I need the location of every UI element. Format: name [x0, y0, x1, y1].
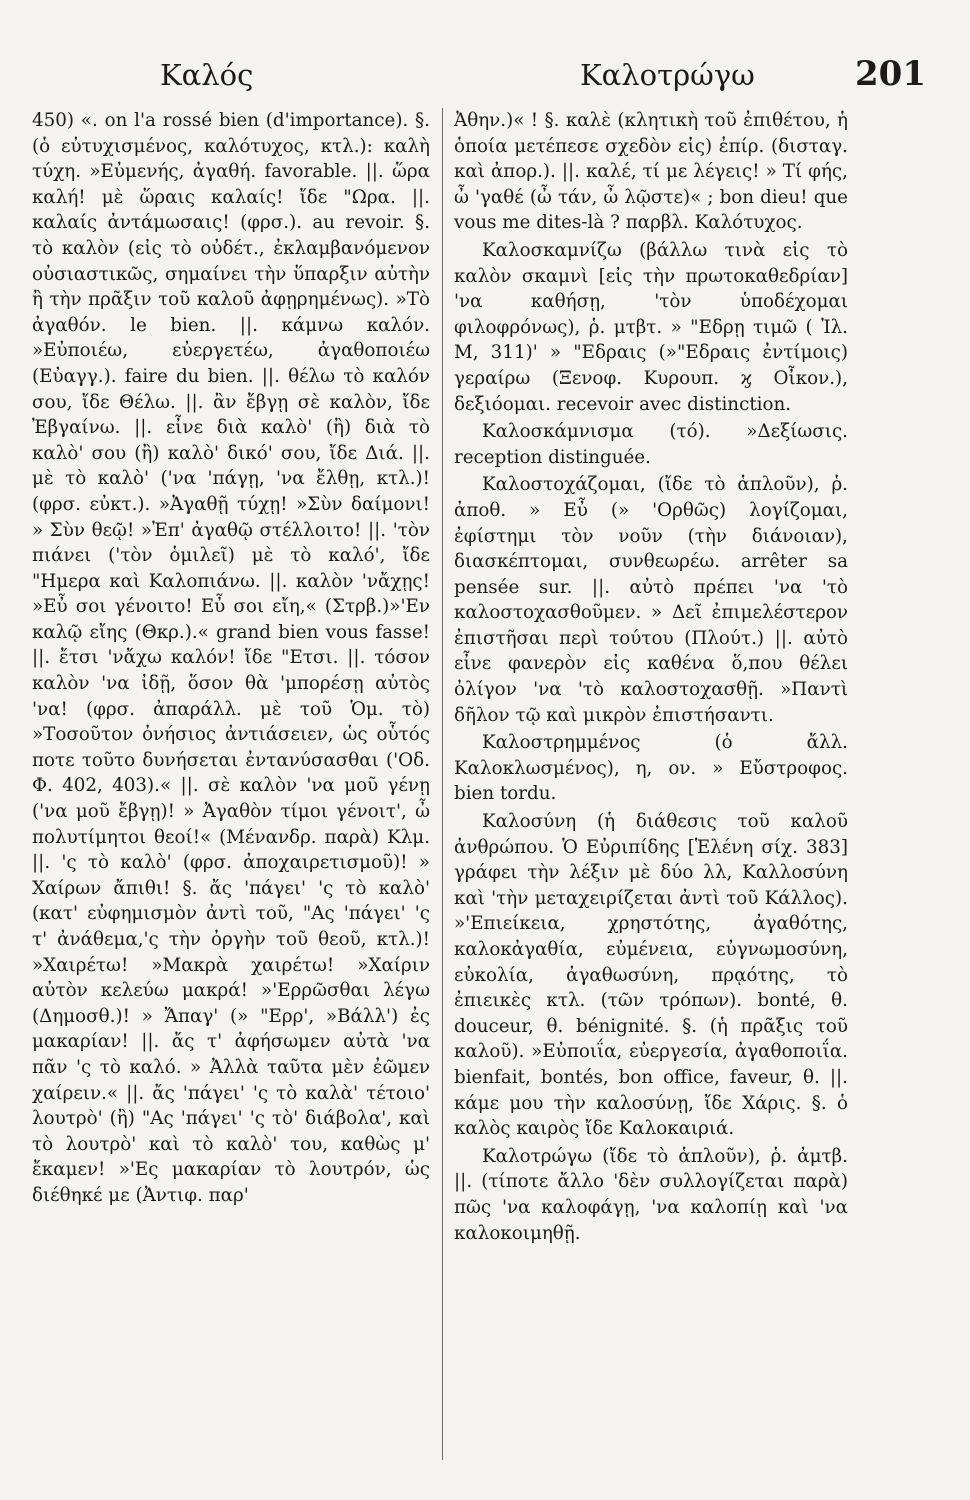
entry-kalotrogo: Καλοτρώγω (ἴδε τὸ ἁπλοῦν), ῥ. ἀμτβ. ||. (τίποτε ἄλλο 'δὲν συλλογίζεται παρὰ) πῶς 'να καλοφάγῃ, 'να καλοπίῃ καὶ 'να καλοκοιμηθῇ.	[454, 1145, 848, 1244]
entry-kalosyni: Καλοσύνη (ἡ διάθεσις τοῦ καλοῦ ἀνθρώπου. Ὁ Εὐριπίδης [Ἑλένη σίχ. 383] γράφει τὴν λέξιν μὲ δύο λλ, Καλλοσύνη καὶ 'τὴν μεταχειρίζεται ἀντὶ τοῦ Κάλλος). »'Επιείκεια, χρηστότης, ἀγαθότης, καλοκἀγαθία, εὐμένεια, εὐγνωμοσύνη, εὐκολία, ἀγαθωσύνη, πρᾳότης, τὸ ἐπιεικὲς κτλ. (τῶν τρόπων). bonté, θ. douceur, θ. bénignité. §. (ἡ πρᾶξις τοῦ καλοῦ). »Εὐποιΐα, εὐεργεσία, ἀγαθοποιΐα. bienfait, bontés, bon office, faveur, θ. ||. κάμε μου τὴν καλοσύνῃ, ἴδε Χάρις. §. ὁ καλὸς καιρὸς ἴδε Καλοκαιριά.	[454, 811, 848, 1140]
two-column-body	[32, 108, 926, 1468]
entry-kaloskamnisma: Καλοσκάμνισμα (τό). »Δεξίωσις. reception distinguée.	[454, 421, 848, 468]
page-number: 201	[855, 54, 926, 94]
running-header	[32, 54, 926, 102]
entry-continuation: Ἀθην.)« ! §. καλὲ (κλητικὴ τοῦ ἐπιθέτου, ἡ ὁποία μετέπεσε σχεδὸν εἰς) ἐπίρ. (δισταγ. καὶ ἀπορ.). ||. καλέ, τί με λέγεις! » Τί φής, ὦ 'γαθέ (ὦ τάν, ὦ λῷστε)« ; bon dieu! que vous me dites-là ? παρβλ. Καλότυχος.	[454, 110, 848, 234]
right-column	[454, 108, 848, 1248]
entry-kalostochazomai: Καλοστοχάζομαι, (ἴδε τὸ ἁπλοῦν), ῥ. ἀποθ. » Εὖ (» 'Ορθῶς) λογίζομαι, ἐφίστημι τὸν νοῦν (τὴν διάνοιαν), διασκέπτομαι, συνθεωρέω. arrêter sa pensée sur. ||. αὐτὸ πρέπει 'να 'τὸ καλοστοχασθοῦμεν. » Δεῖ ἐπιμελέστερον ἐπιστῆσαι περὶ τούτου (Πλούτ.) ||. αὐτὸ εἶνε φανερὸν εἰς καθένα ὅ,που θέλει ὀλίγον 'να 'τὸ καλοστοχασθῇ. »Παντὶ δῆλον τῷ καὶ μικρὸν ἐπιστήσαντι.	[454, 474, 848, 726]
header-left-guideword: Καλός	[160, 58, 254, 92]
left-paragraph: 450) «. on l'a rossé bien (d'importance). §. (ὁ εὐτυχισμένος, καλότυχος, κτλ.): καλὴ τύχη. »Εὐμενής, ἀγαθή. favorable. ||. ὥρα καλή! μὲ ὥραις καλαίς! ἴδε "Ωρα. ||. καλαίς ἀντάμωσαις! (φρσ.). au revoir. §. τὸ καλὸν (εἰς τὸ οὐδέτ., ἐκλαμβανόμενον οὐσιαστικῶς, σημαίνει τὴν ὕπαρξιν αὐτὴν ἢ τὴν πρᾶξιν τοῦ καλοῦ ἀφῃρημένως). »Τὸ ἀγαθόν. le bien. ||. κάμνω καλόν. »Εὐποιέω, εὐεργετέω, ἀγαθοποιέω (Εὐαγγ.). faire du bien. ||. θέλω τὸ καλόν σου, ἴδε Θέλω. ||. ἂν ἔβγῃ σὲ καλὸν, ἴδε Ἐβγαίνω. ||. εἶνε διὰ καλὸ' (ἢ) διὰ τὸ καλὸ' σου (ἢ) καλὸ' δικό' σου, ἴδε Διά. ||. μὲ τὸ καλὸ' ('να 'πάγῃ, 'να ἔλθῃ, κτλ.)! (φρσ. εὐκτ.). »Ἀγαθῇ τύχῃ! »Σὺν δαίμονι! » Σὺν θεῷ! »Ἐπ' ἀγαθῷ στέλλοιτο! ||. 'τὸν πιάνει ('τὸν ὁμιλεῖ) μὲ τὸ καλό', ἴδε "Ημερα καὶ Καλοπιάνω. ||. καλὸν 'νἄχῃς! »Εὖ σοι γένοιτο! Εὖ σοι εἴη,« (Στρβ.)»'Εν καλῷ εἴης (Θκρ.).« grand bien vous fasse! ||. ἔτσι 'νἄχω καλόν! ἴδε "Ετσι. ||. τόσον καλὸν 'να ἰδῇ, ὅσον θὰ 'μπορέσῃ αὐτὸς 'να! (φρσ. ἀπαράλλ. μὲ τοῦ Ὁμ. τὸ) »Τοσοῦτον ὀνήσιος ἀντιάσειεν, ὡς οὗτός ποτε τοῦτο δυνήσεται ἐντανύσασθαι ('Οδ. Φ. 402, 403).« ||. σὲ καλὸν 'να μοῦ γένῃ ('να μοῦ ἔβγῃ)! » Ἀγαθὸν τίμοι γένοιτ', ὦ πολυτίμητοι θεοί!« (Μένανδρ. παρὰ) Κλμ. ||. 'ς τὸ καλὸ' (φρσ. ἀποχαιρετισμοῦ)! » Χαίρων ἄπιθι! §. ἄς 'πάγει' 'ς τὸ καλὸ' (κατ' εὐφημισμὸν ἀντὶ τοῦ, "Ας 'πάγει' 'ς τ' ἀνάθεμα,'ς τὴν ὀργὴν τοῦ θεοῦ, κτλ.)! »Χαιρέτω! »Μακρὰ χαιρέτω! »Χαίριν αὐτὸν κελεύω μακρά! »'Ερρῶσθαι λέγω (Δημοσθ.)! » Ἄπαγ' (» "Ερρ', »Βάλλ') ἐς μακαρίαν! ||. ἄς τ' ἀφήσωμεν αὐτὰ 'να πᾶν 'ς τὸ καλό. » Ἀλλὰ ταῦτα μὲν ἐῶμεν χαίρειν.« ||. ἄς 'πάγει' 'ς τὸ καλὰ' τέτοιο' λουτρὸ' (ἢ) "Ας 'πάγει' 'ς τὸ' διάβολα', καὶ τὸ λουτρὸ' καὶ τὸ καλὸ' του, καθὼς μ' ἔκαμεν! »'Ες μακαρίαν τὸ λουτρόν, ὡς διέθηκέ με (Ἀντιφ. παρ'	[32, 110, 430, 1206]
entry-kalostrimmenos: Καλοστρημμένος (ὁ ἄλλ. Καλοκλωσμένος), η, ον. » Εὔστροφος. bien tordu.	[454, 732, 848, 805]
entry-kaloskamnizo: Καλοσκαμνίζω (βάλλω τινὰ εἰς τὸ καλὸν σκαμνὶ [εἰς τὴν πρωτοκαθεδρίαν] 'να καθήσῃ, 'τὸν ὑποδέχομαι φιλοφρόνως), ῥ. μτβτ. » "Εδρῃ τιμῶ ( Ἰλ. Μ, 311)' » "Εδραις (»"Εδραις ἐντίμοις) γεραίρω (Ξενοφ. Κυρουπ. ϗ Οἶκον.), δεξιόομαι. recevoir avec distinction.	[454, 239, 848, 415]
header-right-guideword: Καλοτρώγω	[580, 58, 755, 92]
left-column	[32, 108, 430, 1211]
column-divider	[442, 108, 443, 1460]
